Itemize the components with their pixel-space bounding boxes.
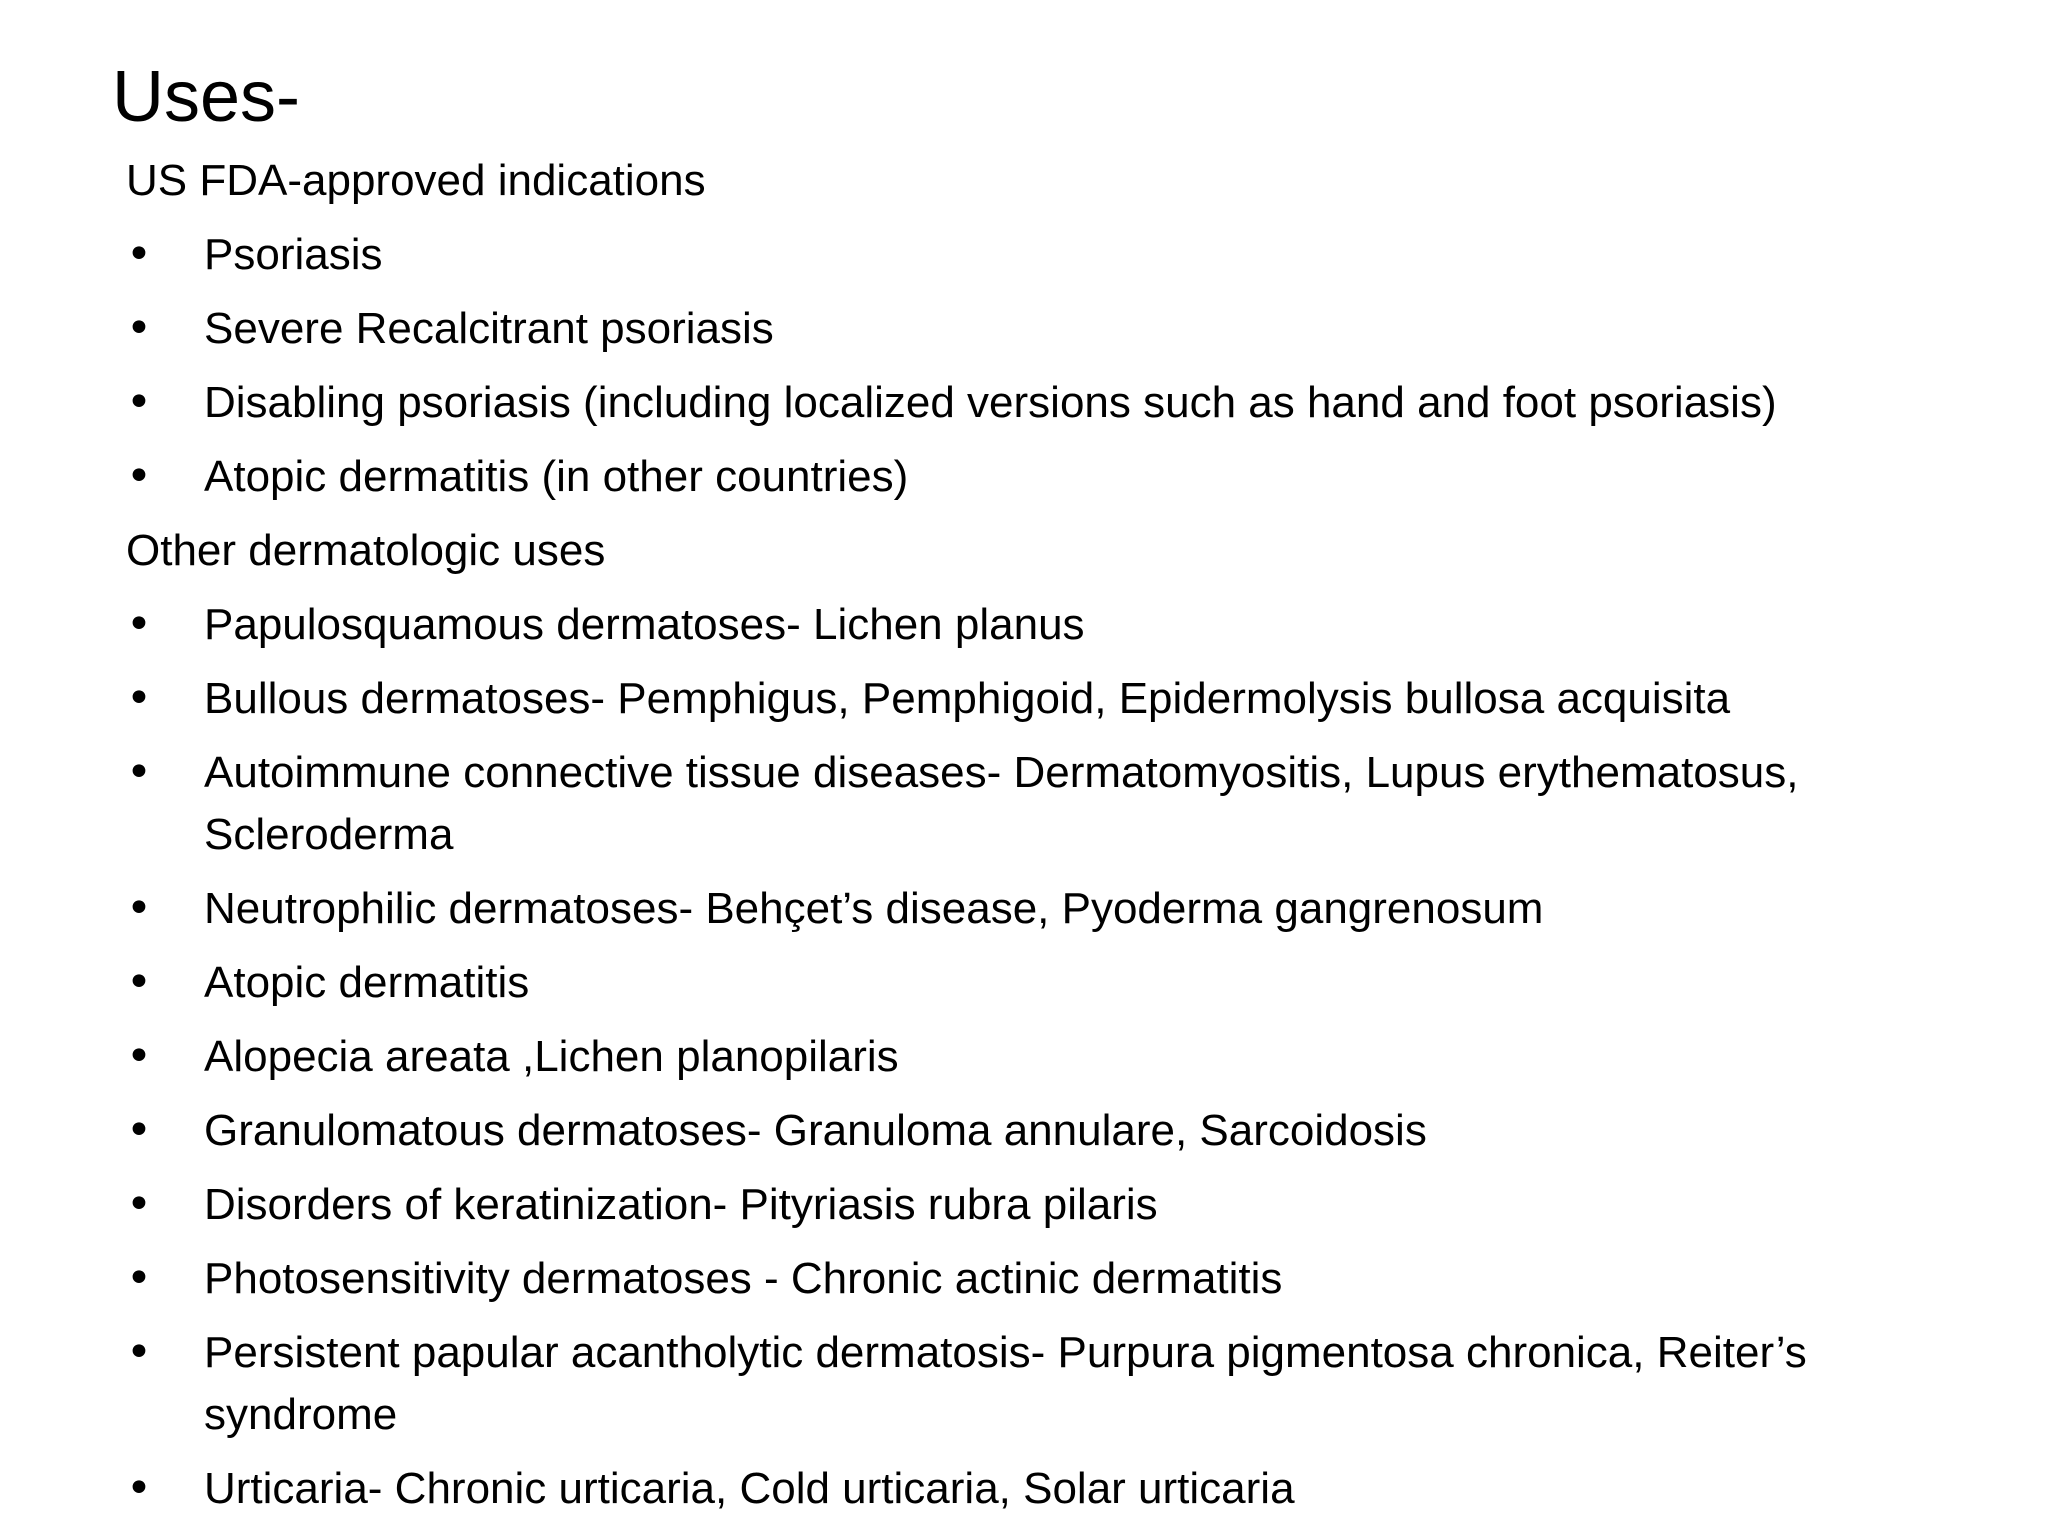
list-item — [126, 668, 1986, 730]
bullet-icon: • — [126, 673, 152, 724]
list-item — [126, 1026, 1986, 1088]
bullet-icon: • — [126, 229, 152, 280]
list-item-text: Disabling psoriasis (including localized versions such as hand and foot psoriasis) — [204, 378, 1777, 427]
list-item — [126, 1100, 1986, 1162]
list-item — [126, 224, 1986, 286]
bullet-icon: • — [126, 1327, 152, 1378]
list-item — [126, 372, 1986, 434]
list-item-text: Bullous dermatoses- Pemphigus, Pemphigoid, Epidermolysis bullosa acquisita — [204, 674, 1731, 723]
bullet-icon: • — [126, 1031, 152, 1082]
list-item-text: Atopic dermatitis (in other countries) — [204, 452, 909, 501]
bullet-icon: • — [126, 303, 152, 354]
fda-indications-heading: US FDA-approved indications — [126, 156, 706, 205]
slide-title: Uses- — [112, 57, 301, 137]
slide-content — [126, 150, 1986, 1532]
list-item-text: Persistent papular acantholytic dermatosis- Purpura pigmentosa chronica, Reiter’s syndrome — [204, 1328, 1807, 1439]
list-item-text: Severe Recalcitrant psoriasis — [204, 304, 774, 353]
list-item-text: Autoimmune connective tissue diseases- Dermatomyositis, Lupus erythematosus, Scleroderma — [204, 748, 1799, 859]
bullet-icon: • — [126, 451, 152, 502]
bullet-icon: • — [126, 377, 152, 428]
list-item — [126, 1458, 1986, 1520]
list-item — [126, 298, 1986, 360]
list-item-text: Alopecia areata ,Lichen planopilaris — [204, 1032, 899, 1081]
list-item — [126, 1322, 1986, 1446]
bullet-icon: • — [126, 1105, 152, 1156]
list-item — [126, 446, 1986, 508]
list-item-text: Urticaria- Chronic urticaria, Cold urticaria, Solar urticaria — [204, 1464, 1295, 1513]
list-item — [126, 594, 1986, 656]
list-item-text: Psoriasis — [204, 230, 383, 279]
bullet-icon: • — [126, 1463, 152, 1514]
bullet-icon: • — [126, 599, 152, 650]
list-item — [126, 952, 1986, 1014]
list-item-text: Papulosquamous dermatoses- Lichen planus — [204, 600, 1085, 649]
list-item-text: Atopic dermatitis — [204, 958, 530, 1007]
bullet-icon: • — [126, 1179, 152, 1230]
other-uses-heading: Other dermatologic uses — [126, 526, 606, 575]
list-item-text: Neutrophilic dermatoses- Behçet’s disease, Pyoderma gangrenosum — [204, 884, 1544, 933]
list-item-text: Disorders of keratinization- Pityriasis rubra pilaris — [204, 1180, 1158, 1229]
list-item-text: Granulomatous dermatoses- Granuloma annulare, Sarcoidosis — [204, 1106, 1427, 1155]
list-item — [126, 1248, 1986, 1310]
bullet-icon: • — [126, 957, 152, 1008]
list-item-text: Photosensitivity dermatoses - Chronic actinic dermatitis — [204, 1254, 1283, 1303]
other-uses-list — [126, 594, 1986, 1520]
bullet-icon: • — [126, 1253, 152, 1304]
list-item — [126, 878, 1986, 940]
bullet-icon: • — [126, 883, 152, 934]
fda-indications-list — [126, 224, 1986, 508]
list-item — [126, 742, 1986, 866]
list-item — [126, 1174, 1986, 1236]
bullet-icon: • — [126, 747, 152, 798]
